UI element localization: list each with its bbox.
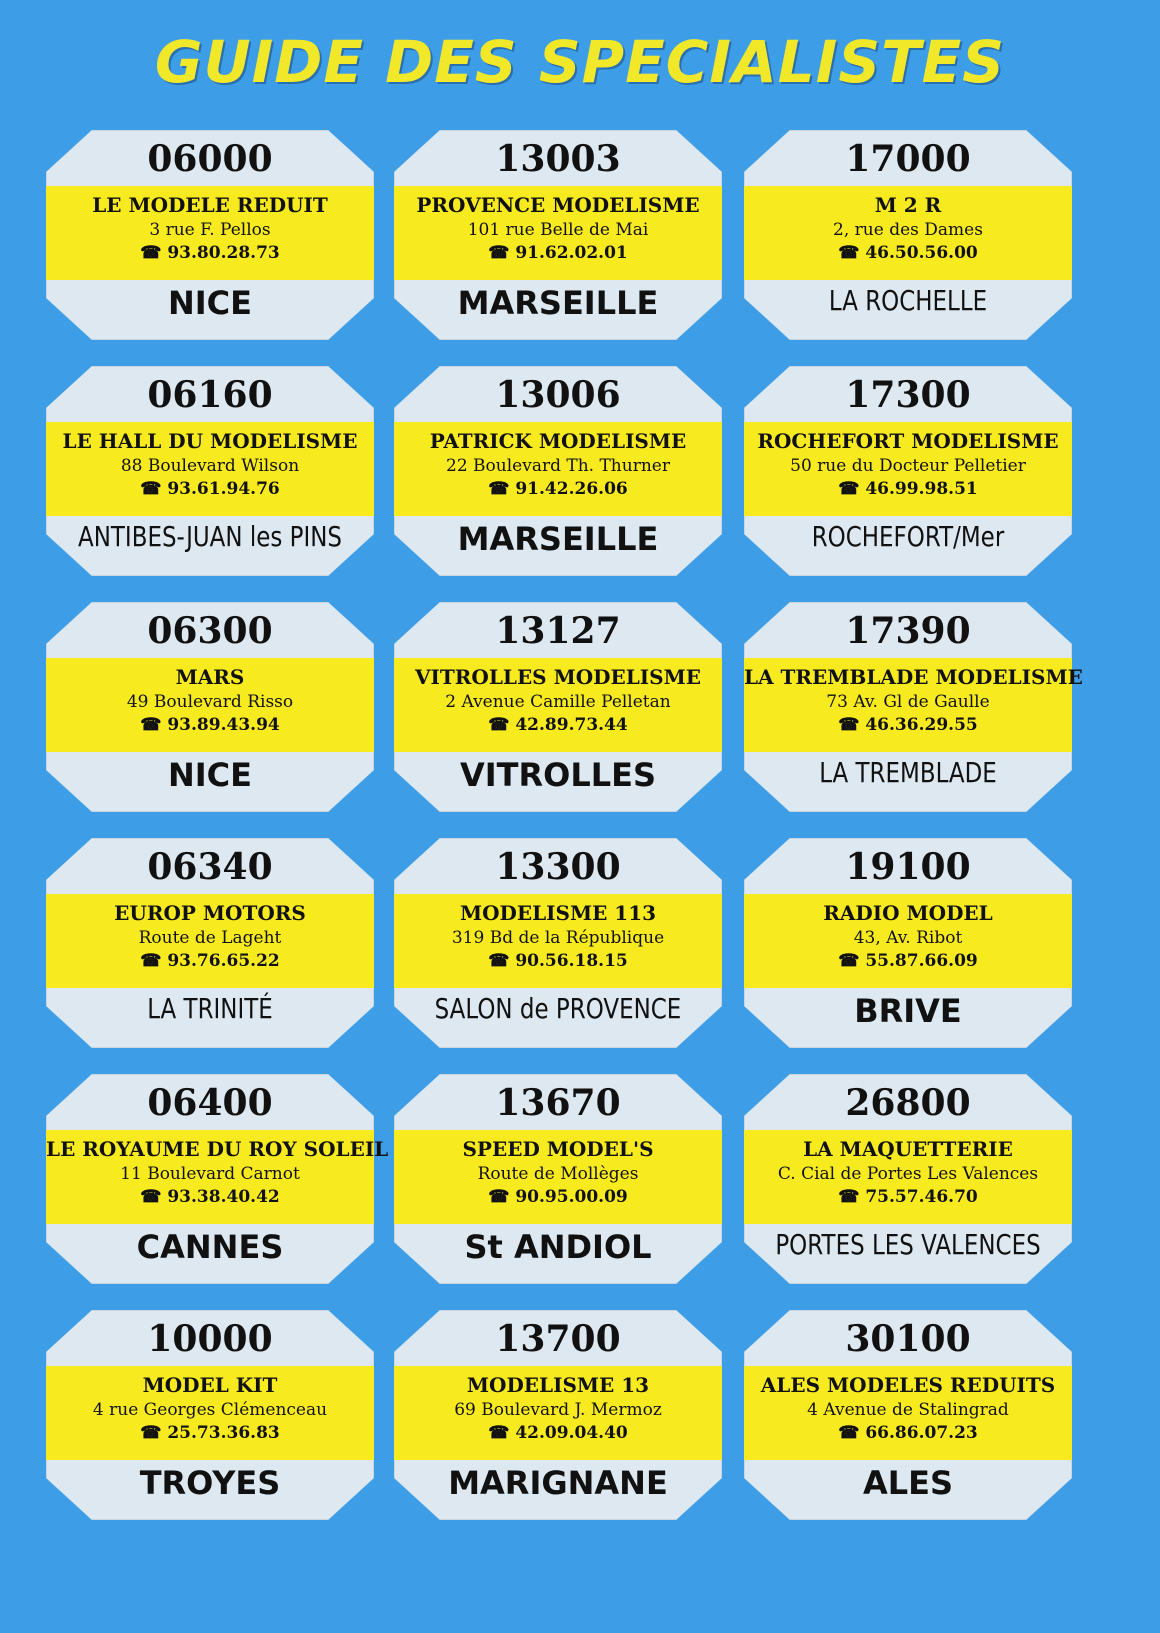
city-name: CANNES	[136, 1228, 284, 1266]
postal-code: 13670	[495, 1082, 621, 1124]
shop-address: Route de Mollèges	[477, 1164, 639, 1184]
postal-code: 06000	[147, 138, 273, 180]
shop-address: Route de Lageht	[138, 928, 282, 948]
shop-name: ALES MODELES REDUITS	[760, 1373, 1056, 1397]
shop-name: LE ROYAUME DU ROY SOLEIL	[46, 1137, 389, 1161]
shop-phone: ☎ 90.95.00.09	[488, 1187, 628, 1207]
city-name: ANTIBES-JUAN les PINS	[78, 520, 342, 553]
specialist-card	[394, 130, 722, 340]
shop-address: 2, rue des Dames	[833, 220, 983, 240]
postal-code: 13003	[495, 138, 621, 180]
shop-phone: ☎ 75.57.46.70	[838, 1187, 978, 1207]
shop-name: LE HALL DU MODELISME	[62, 429, 358, 453]
city-name: MARSEILLE	[457, 520, 659, 558]
specialist-card	[394, 366, 722, 576]
city-name: TROYES	[139, 1464, 281, 1502]
specialist-card	[46, 838, 374, 1048]
city-name: ALES	[862, 1464, 954, 1502]
shop-name: MARS	[175, 665, 245, 689]
shop-name: PATRICK MODELISME	[429, 429, 687, 453]
shop-address: C. Cial de Portes Les Valences	[777, 1164, 1039, 1184]
specialist-card	[744, 602, 1083, 812]
city-name: St ANDIOL	[464, 1228, 652, 1266]
shop-phone: ☎ 46.99.98.51	[838, 479, 978, 499]
shop-name: EUROP MOTORS	[114, 901, 306, 925]
shop-address: 50 rue du Docteur Pelletier	[790, 456, 1026, 476]
postal-code: 30100	[845, 1318, 971, 1360]
shop-phone: ☎ 93.89.43.94	[140, 715, 280, 735]
shop-phone: ☎ 91.62.02.01	[488, 243, 628, 263]
specialist-card	[744, 838, 1072, 1048]
specialist-card	[394, 838, 722, 1048]
shop-phone: ☎ 93.38.40.42	[140, 1187, 280, 1207]
postal-code: 19100	[845, 846, 971, 888]
shop-address: 4 Avenue de Stalingrad	[807, 1400, 1009, 1420]
specialist-card	[744, 366, 1072, 576]
specialist-card	[46, 130, 374, 340]
specialist-card	[394, 1074, 722, 1284]
shop-phone: ☎ 91.42.26.06	[488, 479, 628, 499]
city-name: NICE	[167, 284, 253, 322]
postal-code: 06340	[147, 846, 273, 888]
postal-code: 13300	[495, 846, 621, 888]
shop-phone: ☎ 93.76.65.22	[140, 951, 280, 971]
postal-code: 06300	[147, 610, 273, 652]
shop-address: 3 rue F. Pellos	[149, 220, 271, 240]
shop-phone: ☎ 93.80.28.73	[140, 243, 280, 263]
city-name: BRIVE	[854, 992, 962, 1030]
shop-name: VITROLLES MODELISME	[415, 665, 701, 689]
city-name: VITROLLES	[459, 756, 657, 794]
shop-address: 4 rue Georges Clémenceau	[92, 1400, 328, 1420]
city-name: NICE	[167, 756, 253, 794]
shop-name: MODELISME 113	[459, 901, 657, 925]
shop-name: LA TREMBLADE MODELISME	[744, 665, 1083, 689]
shop-name: LA MAQUETTERIE	[803, 1137, 1013, 1161]
city-name: SALON de PROVENCE	[434, 992, 682, 1025]
specialist-card	[46, 366, 374, 576]
city-name: PORTES LES VALENCES	[775, 1228, 1041, 1261]
shop-phone: ☎ 46.50.56.00	[838, 243, 978, 263]
shop-phone: ☎ 66.86.07.23	[838, 1423, 978, 1443]
shop-address: 101 rue Belle de Mai	[467, 220, 649, 240]
specialist-card	[46, 1310, 374, 1520]
shop-name: MODELISME 13	[466, 1373, 650, 1397]
shop-name: RADIO MODEL	[823, 901, 993, 925]
specialist-card	[744, 130, 1072, 340]
shop-address: 22 Boulevard Th. Thurner	[446, 456, 670, 476]
postal-code: 13700	[495, 1318, 621, 1360]
shop-phone: ☎ 42.89.73.44	[488, 715, 628, 735]
city-name: LA TRINITÉ	[147, 992, 273, 1025]
city-name: LA TREMBLADE	[819, 756, 997, 789]
city-name: MARSEILLE	[457, 284, 659, 322]
shop-address: 11 Boulevard Carnot	[120, 1164, 300, 1184]
shop-address: 2 Avenue Camille Pelletan	[445, 692, 671, 712]
shop-name: SPEED MODEL'S	[462, 1137, 654, 1161]
shop-phone: ☎ 90.56.18.15	[488, 951, 628, 971]
postal-code: 13127	[495, 610, 621, 652]
shop-address: 69 Boulevard J. Mermoz	[454, 1400, 662, 1420]
specialist-card	[46, 602, 374, 812]
specialist-card	[394, 1310, 722, 1520]
postal-code: 13006	[495, 374, 621, 416]
shop-name: MODEL KIT	[142, 1373, 278, 1397]
shop-phone: ☎ 55.87.66.09	[838, 951, 978, 971]
shop-name: LE MODELE REDUIT	[92, 193, 328, 217]
postal-code: 17000	[845, 138, 971, 180]
postal-code: 06160	[147, 374, 273, 416]
shop-address: 73 Av. Gl de Gaulle	[826, 692, 990, 712]
postal-code: 17390	[845, 610, 971, 652]
postal-code: 10000	[147, 1318, 273, 1360]
shop-phone: ☎ 25.73.36.83	[140, 1423, 280, 1443]
shop-address: 49 Boulevard Risso	[126, 692, 294, 712]
postal-code: 17300	[845, 374, 971, 416]
postal-code: 06400	[147, 1082, 273, 1124]
city-name: ROCHEFORT/Mer	[811, 520, 1005, 553]
postal-code: 26800	[845, 1082, 971, 1124]
shop-phone: ☎ 46.36.29.55	[838, 715, 978, 735]
shop-address: 88 Boulevard Wilson	[120, 456, 300, 476]
shop-phone: ☎ 93.61.94.76	[140, 479, 280, 499]
specialist-card	[394, 602, 722, 812]
shop-address: 43, Av. Ribot	[853, 928, 963, 948]
shop-name: PROVENCE MODELISME	[416, 193, 700, 217]
specialist-card	[744, 1074, 1072, 1284]
shop-address: 319 Bd de la République	[451, 928, 665, 948]
specialist-card	[744, 1310, 1072, 1520]
shop-name: ROCHEFORT MODELISME	[757, 429, 1059, 453]
city-name: LA ROCHELLE	[828, 284, 988, 317]
shop-phone: ☎ 42.09.04.40	[488, 1423, 628, 1443]
shop-name: M 2 R	[874, 193, 942, 217]
page-title: GUIDE DES SPECIALISTES	[154, 28, 1006, 96]
specialist-card	[46, 1074, 389, 1284]
city-name: MARIGNANE	[448, 1464, 668, 1502]
